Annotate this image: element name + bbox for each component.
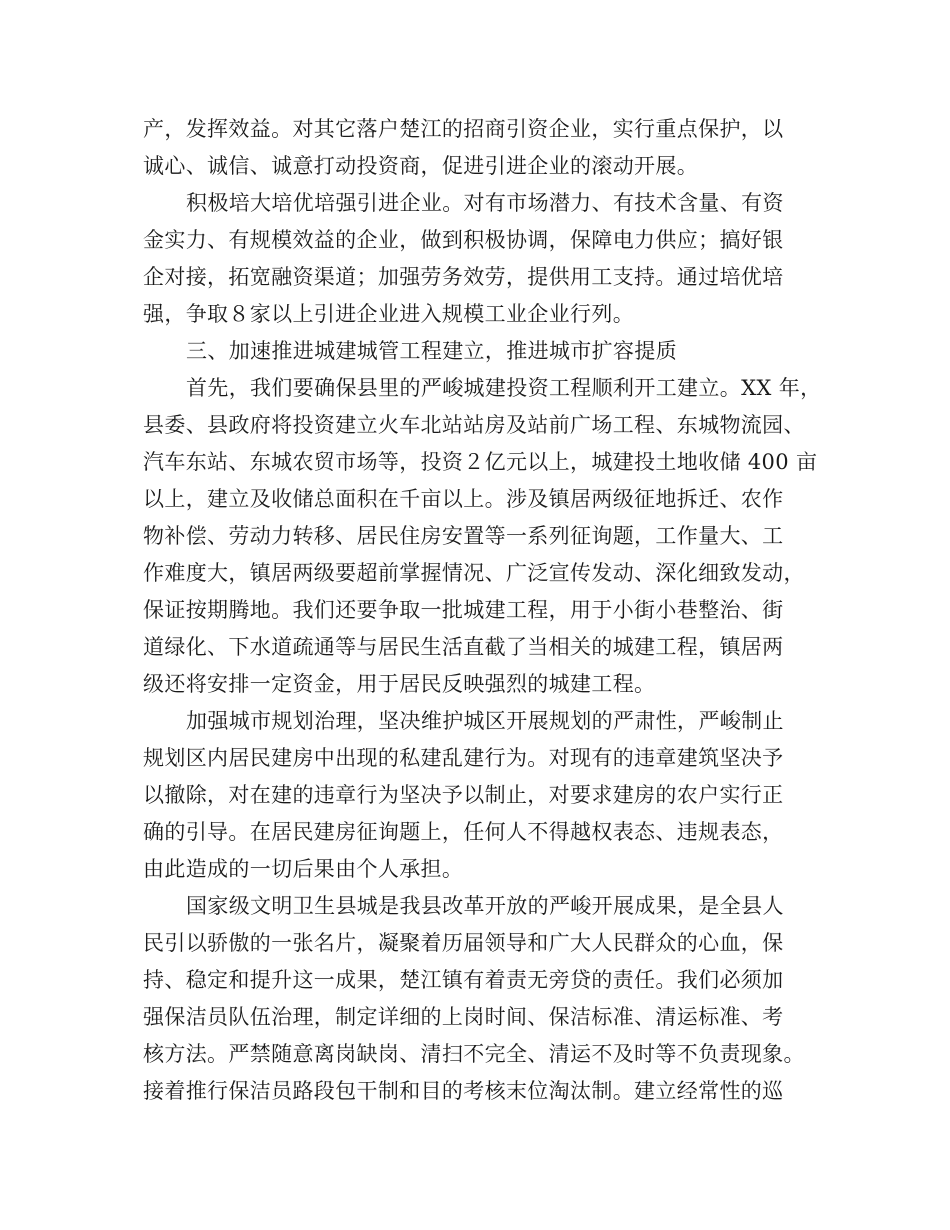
text-line: 民引以骄傲的一张名片，凝聚着历届领导和广大人民群众的心血，保 [143, 931, 784, 955]
text-line: 由此造成的一切后果由个人承担。 [143, 857, 464, 881]
text-line: 积极培大培优培强引进企业。对有市场潜力、有技术含量、有资 [186, 191, 784, 215]
text-line: 物补偿、劳动力转移、居民住房安置等一系列征询题，工作量大、工 [143, 524, 784, 548]
heading-line: 三、加速推进城建城管工程建立，推进城市扩容提质 [186, 339, 678, 363]
text-line: 强保洁员队伍治理，制定详细的上岗时间、保洁标准、清运标准、考 [143, 1005, 784, 1029]
text-line: 加强城市规划治理，坚决维护城区开展规划的严肃性，严峻制止 [186, 709, 784, 733]
text-line: 规划区内居民建房中出现的私建乱建行为。对现有的违章建筑坚决予 [143, 746, 784, 770]
paragraph [143, 111, 843, 185]
text-line: 企对接，拓宽融资渠道；加强劳务效劳，提供用工支持。通过培优培 [143, 265, 784, 289]
text-line: 以撤除，对在建的违章行为坚决予以制止，对要求建房的农户实行正 [143, 783, 784, 807]
text-line: 道绿化、下水道疏通等与居民生活直截了当相关的城建工程，镇居两 [143, 635, 784, 659]
text-line: 保证按期腾地。我们还要争取一批城建工程，用于小街小巷整治、街 [143, 598, 784, 622]
paragraph [143, 370, 843, 703]
paragraph [143, 703, 843, 888]
text-line: 接着推行保洁员路段包干制和目的考核末位淘汰制。建立经常性的巡 [143, 1079, 784, 1103]
body-text [143, 111, 843, 1110]
text-line: 产，发挥效益。对其它落户楚江的招商引资企业，实行重点保护，以 [143, 117, 784, 141]
text-line: 汽车东站、东城农贸市场等，投资２亿元以上，城建投土地收储 400 亩 [143, 450, 818, 474]
text-line: 以上，建立及收储总面积在千亩以上。涉及镇居两级征地拆迁、农作 [143, 487, 784, 511]
text-line: 持、稳定和提升这一成果，楚江镇有着责无旁贷的责任。我们必须加 [143, 968, 784, 992]
text-line: 强，争取８家以上引进企业进入规模工业企业行列。 [143, 302, 635, 326]
text-line: 国家级文明卫生县城是我县改革开放的严峻开展成果，是全县人 [186, 894, 784, 918]
text-line: 核方法。严禁随意离岗缺岗、清扫不完全、清运不及时等不负责现象。 [143, 1042, 805, 1066]
text-line: 确的引导。在居民建房征询题上，任何人不得越权表态、违规表态， [143, 820, 784, 844]
text-line: 金实力、有规模效益的企业，做到积极协调，保障电力供应；搞好银 [143, 228, 784, 252]
text-line: 级还将安排一定资金，用于居民反映强烈的城建工程。 [143, 672, 656, 696]
text-line: 县委、县政府将投资建立火车北站站房及站前广场工程、东城物流园、 [143, 413, 805, 437]
text-line: 首先，我们要确保县里的严峻城建投资工程顺利开工建立。XX 年， [186, 376, 822, 400]
paragraph [143, 888, 843, 1110]
text-line: 作难度大，镇居两级要超前掌握情况、广泛宣传发动、深化细致发动， [143, 561, 805, 585]
section-heading [143, 333, 843, 370]
paragraph [143, 185, 843, 333]
text-line: 诚心、诚信、诚意打动投资商，促进引进企业的滚动开展。 [143, 154, 699, 178]
